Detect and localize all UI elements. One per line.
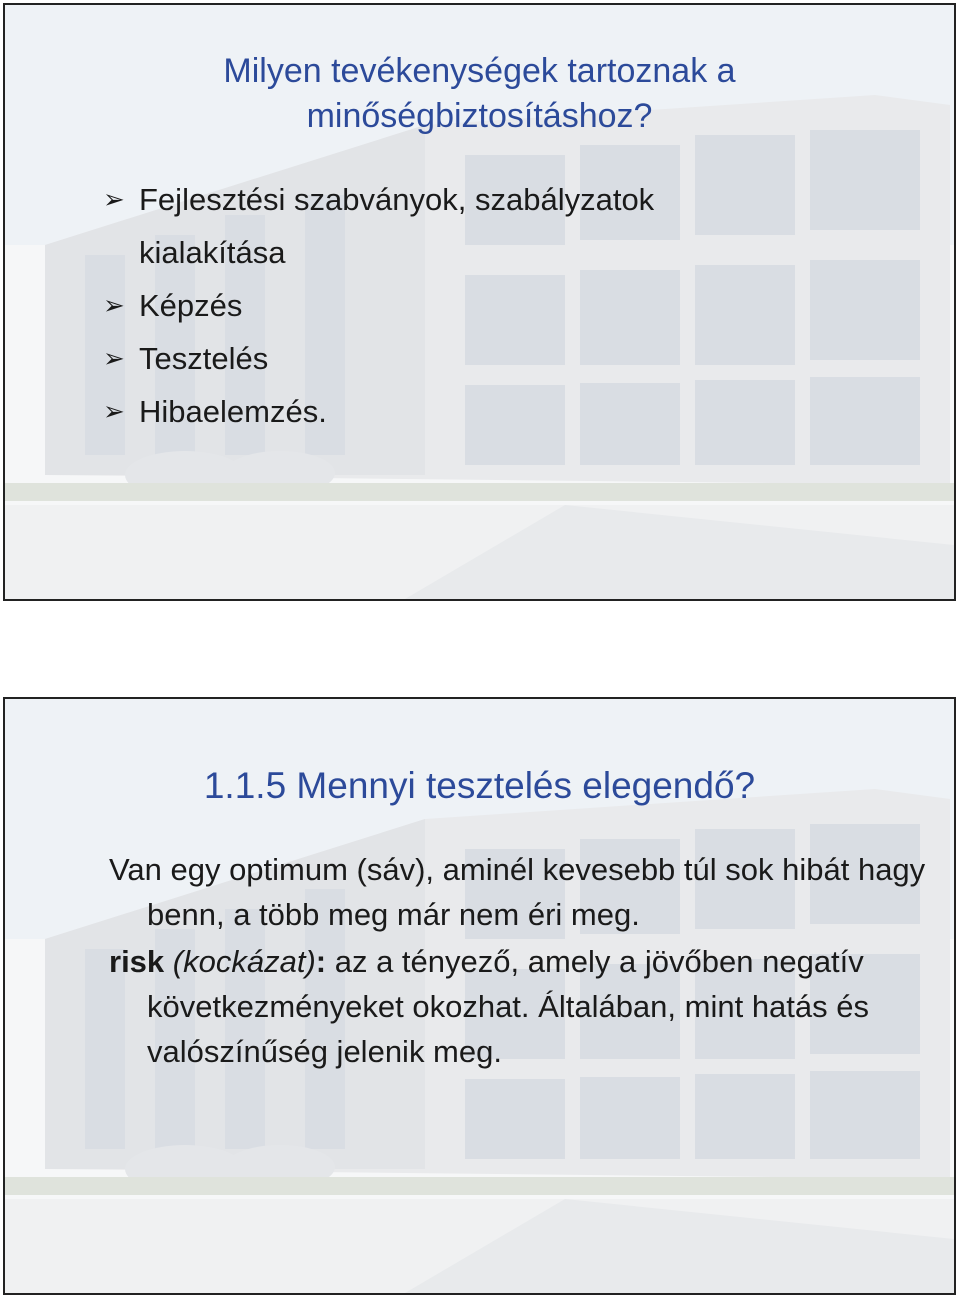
list-item bbox=[103, 385, 654, 438]
list-item-text: Hibaelemzés. bbox=[139, 394, 327, 429]
arrowhead-bullet-icon: ➢ bbox=[103, 184, 125, 214]
slide-body bbox=[109, 847, 929, 1074]
risk-translation: (kockázat) bbox=[172, 944, 316, 979]
list-item-text: Fejlesztési szabványok, szabályzatok bbox=[139, 182, 655, 217]
list-item-text-cont: kialakítása bbox=[139, 235, 286, 270]
slide-2 bbox=[3, 697, 956, 1295]
risk-term: risk bbox=[109, 944, 165, 979]
list-item-text: Képzés bbox=[139, 288, 243, 323]
slide-1 bbox=[3, 3, 956, 601]
list-item bbox=[103, 332, 654, 385]
paragraph-risk bbox=[109, 939, 929, 1074]
risk-definition: az a tényező, amely a jövőben negatív következményeket okozhat. Általában, mint hatás és valószínűség jelenik meg. bbox=[147, 944, 870, 1069]
title-line-1: Milyen tevékenységek tartoznak a bbox=[223, 52, 736, 90]
paragraph-optimum: Van egy optimum (sáv), aminél kevesebb túl sok hibát hagy benn, a több meg már nem éri meg. bbox=[109, 852, 926, 932]
list-item bbox=[103, 173, 654, 279]
arrowhead-bullet-icon: ➢ bbox=[103, 290, 125, 320]
risk-colon: : bbox=[315, 944, 327, 979]
slide-title bbox=[5, 49, 954, 139]
title-line-2: minőségbiztosításhoz? bbox=[306, 97, 653, 135]
slide-title: 1.1.5 Mennyi tesztelés elegendő? bbox=[203, 765, 756, 806]
arrowhead-bullet-icon: ➢ bbox=[103, 343, 125, 373]
list-item-text: Tesztelés bbox=[139, 341, 269, 376]
list-item bbox=[103, 279, 654, 332]
bullet-list bbox=[103, 173, 654, 438]
arrowhead-bullet-icon: ➢ bbox=[103, 396, 125, 426]
